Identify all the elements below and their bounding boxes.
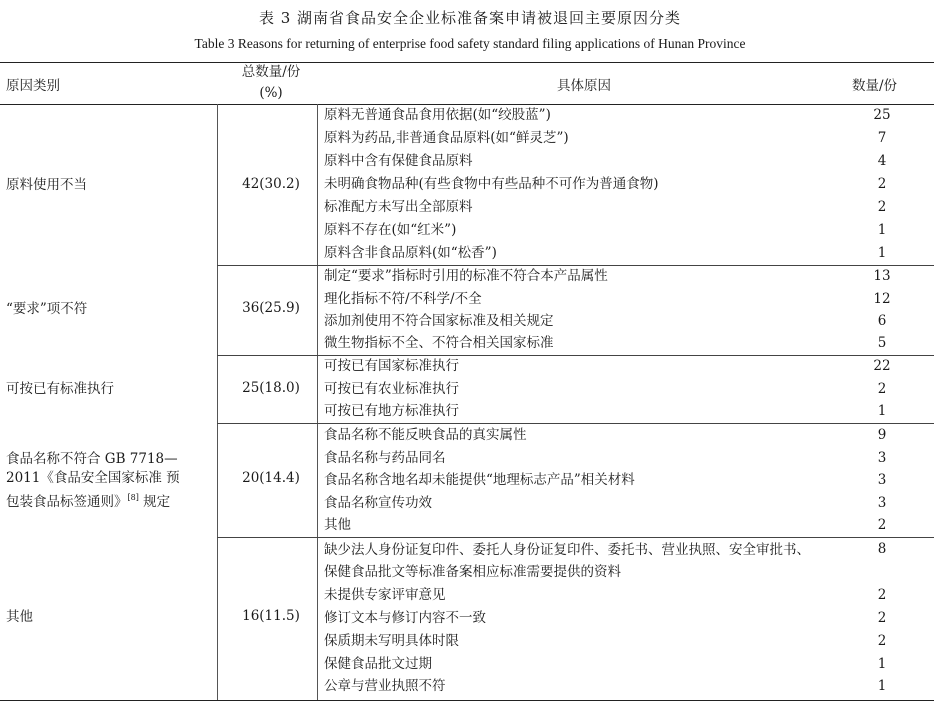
count-cell: 2 xyxy=(877,587,887,603)
group-divider xyxy=(217,537,934,538)
reason-cell: 原料为药品,非普通食品原料(如“鲜灵芝”) xyxy=(324,130,569,146)
count-cell: 22 xyxy=(873,358,891,374)
header-total xyxy=(225,62,317,104)
total-cell: 36(25.9) xyxy=(242,300,300,316)
reason-cell: 标准配方未写出全部原料 xyxy=(324,199,473,215)
category-line-tail: 规定 xyxy=(138,494,171,510)
header-count: 数量/份 xyxy=(852,78,898,94)
count-cell: 2 xyxy=(877,633,887,649)
header-total-line2: (%) xyxy=(259,85,283,101)
count-cell: 1 xyxy=(877,245,887,261)
reason-cell: 食品名称宣传功效 xyxy=(324,495,432,511)
reason-cell: 制定“要求”指标时引用的标准不符合本产品属性 xyxy=(324,268,608,284)
total-cell: 16(11.5) xyxy=(242,608,300,624)
reason-line: 保健食品批文等标准备案相应标准需要提供的资料 xyxy=(324,564,621,580)
count-cell: 1 xyxy=(877,222,887,238)
reason-line: 缺少法人身份证复印件、委托人身份证复印件、委托书、营业执照、安全审批书、 xyxy=(324,542,810,558)
category-line: 食品名称不符合 GB 7718— xyxy=(6,451,178,467)
category-cell: “要求”项不符 xyxy=(6,301,88,317)
total-cell: 42(30.2) xyxy=(242,176,300,192)
category-line-text: 包装食品标签通则》 xyxy=(6,494,128,510)
count-cell: 3 xyxy=(877,450,887,466)
count-cell: 12 xyxy=(873,291,891,307)
header-total-line1: 总数量/份 xyxy=(241,64,301,80)
count-cell: 2 xyxy=(877,199,887,215)
reason-cell: 微生物指标不全、不符合相关国家标准 xyxy=(324,335,554,351)
count-cell: 1 xyxy=(877,678,887,694)
table-title-cn: 表 3 湖南省食品安全企业标准备案申请被退回主要原因分类 xyxy=(258,9,682,27)
reason-cell: 食品名称不能反映食品的真实属性 xyxy=(324,427,527,443)
count-cell: 1 xyxy=(877,403,887,419)
reason-cell xyxy=(324,539,864,583)
count-cell: 25 xyxy=(873,107,891,123)
reason-cell: 保质期未写明具体时限 xyxy=(324,633,459,649)
reason-cell: 添加剂使用不符合国家标准及相关规定 xyxy=(324,313,554,329)
count-cell: 2 xyxy=(877,381,887,397)
reason-cell: 原料含非食品原料(如“松香”) xyxy=(324,245,497,261)
count-cell: 3 xyxy=(877,472,887,488)
count-cell: 2 xyxy=(877,176,887,192)
count-cell: 2 xyxy=(877,610,887,626)
reason-cell: 原料不存在(如“红米”) xyxy=(324,222,457,238)
reason-cell: 可按已有国家标准执行 xyxy=(324,358,459,374)
reason-cell: 保健食品批文过期 xyxy=(324,656,432,672)
reason-cell: 可按已有农业标准执行 xyxy=(324,381,459,397)
category-line xyxy=(6,488,216,512)
count-cell: 7 xyxy=(877,130,887,146)
reason-cell: 其他 xyxy=(324,517,351,533)
count-cell: 9 xyxy=(877,427,887,443)
count-cell: 13 xyxy=(873,268,891,284)
citation-ref: [8] xyxy=(127,493,139,502)
reason-cell: 未提供专家评审意见 xyxy=(324,587,446,603)
category-cell: 可按已有标准执行 xyxy=(6,381,114,397)
category-cell: 其他 xyxy=(6,609,33,625)
total-cell: 20(14.4) xyxy=(242,470,300,486)
col-divider-right xyxy=(317,104,318,700)
count-cell: 4 xyxy=(877,153,887,169)
count-cell: 8 xyxy=(877,541,887,557)
count-cell: 2 xyxy=(877,517,887,533)
reason-cell: 食品名称与药品同名 xyxy=(324,450,446,466)
bottom-rule xyxy=(0,700,934,701)
count-cell: 3 xyxy=(877,495,887,511)
category-cell xyxy=(6,450,216,512)
count-cell: 6 xyxy=(877,313,887,329)
reason-cell: 原料中含有保健食品原料 xyxy=(324,153,473,169)
col-divider-left xyxy=(217,104,218,700)
reason-cell: 食品名称含地名却未能提供“地理标志产品”相关材料 xyxy=(324,472,635,488)
reason-cell: 未明确食物品种(有些食物中有些品种不可作为普通食物) xyxy=(324,176,659,192)
reason-cell: 可按已有地方标准执行 xyxy=(324,403,459,419)
reason-cell: 修订文本与修订内容不一致 xyxy=(324,610,486,626)
category-line: 2011《食品安全国家标准 预 xyxy=(6,470,180,486)
header-category: 原因类别 xyxy=(6,78,60,94)
total-cell: 25(18.0) xyxy=(242,380,300,396)
count-cell: 5 xyxy=(877,335,887,351)
header-reason: 具体原因 xyxy=(557,78,611,94)
count-cell: 1 xyxy=(877,656,887,672)
reason-cell: 原料无普通食品食用依据(如“绞股蓝”) xyxy=(324,107,551,123)
table-title-en: Table 3 Reasons for returning of enterprise food safety standard filing applications of Hunan Province xyxy=(194,36,746,51)
category-cell: 原料使用不当 xyxy=(6,177,87,193)
reason-cell: 公章与营业执照不符 xyxy=(324,678,446,694)
top-rule xyxy=(0,62,934,63)
reason-cell: 理化指标不符/不科学/不全 xyxy=(324,291,482,307)
